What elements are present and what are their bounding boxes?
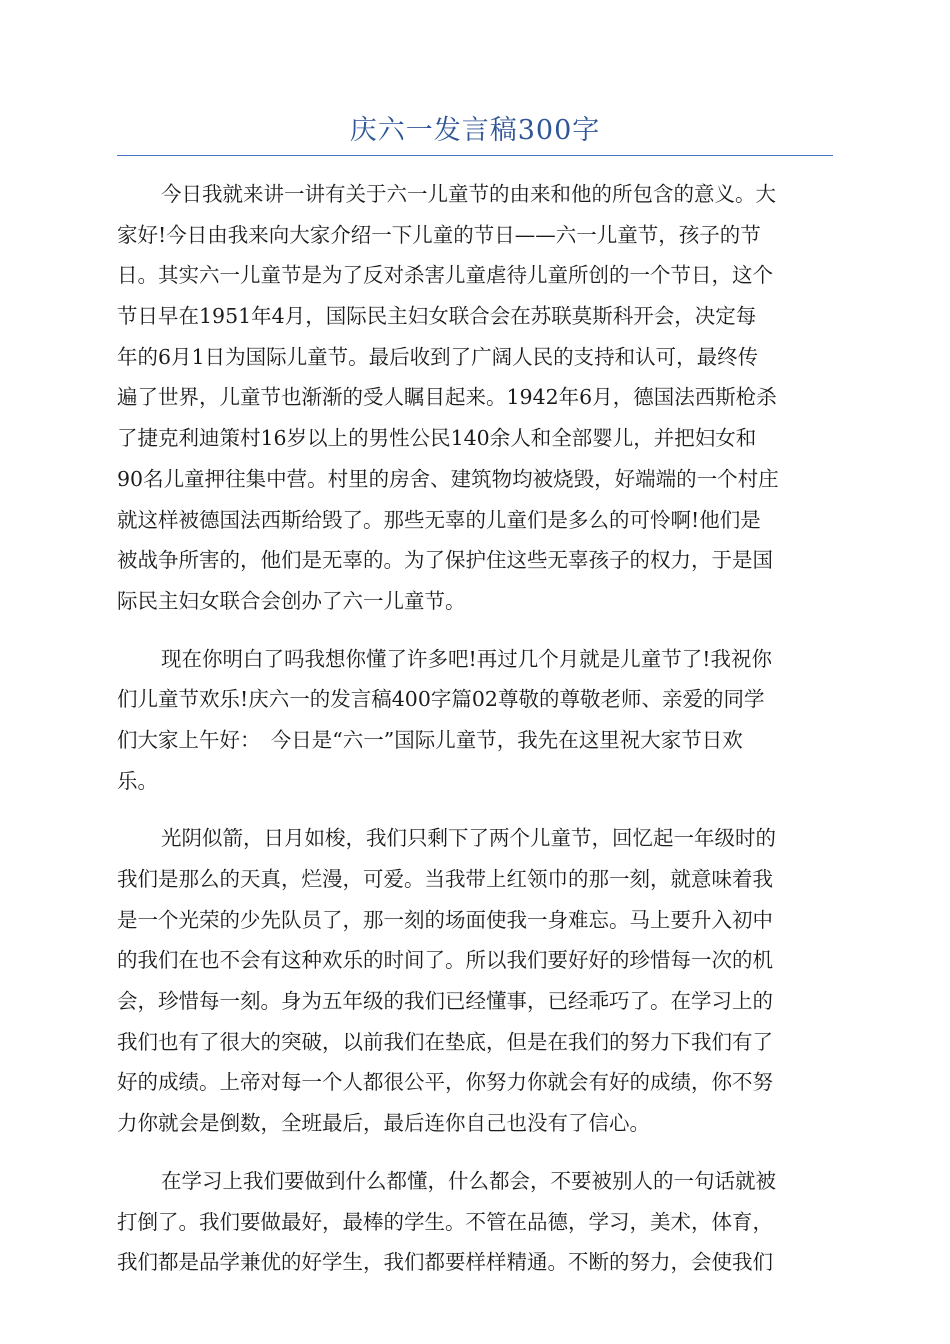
paragraph-line: 被战争所害的，他们是无辜的。为了保护住这些无辜孩子的权力，于是国 (117, 548, 773, 573)
paragraph-4 (117, 1161, 833, 1283)
title-underline (117, 155, 833, 156)
paragraph-line: 好的成绩。上帝对每一个人都很公平，你努力你就会有好的成绩，你不努 (117, 1070, 773, 1095)
paragraph-line: 家好!今日由我来向大家介绍一下儿童的节日——六一儿童节，孩子的节 (117, 222, 761, 247)
paragraph-line: 乐。 (117, 768, 158, 793)
paragraph-line: 力你就会是倒数，全班最后，最后连你自己也没有了信心。 (117, 1111, 650, 1136)
paragraph-line: 们大家上午好： 今日是“六一”国际儿童节，我先在这里祝大家节日欢 (117, 727, 743, 752)
paragraph-line: 就这样被德国法西斯给毁了。那些无辜的儿童们是多么的可怜啊!他们是 (117, 507, 761, 532)
paragraph-line: 会，珍惜每一刻。身为五年级的我们已经懂事，已经乖巧了。在学习上的 (117, 989, 773, 1014)
paragraph-line: 是一个光荣的少先队员了，那一刻的场面使我一身难忘。马上要升入初中 (117, 907, 773, 932)
paragraph-line: 日。其实六一儿童节是为了反对杀害儿童虐待儿童所创的一个节日，这个 (117, 263, 773, 288)
paragraph-line: 打倒了。我们要做最好，最棒的学生。不管在品德，学习，美术，体育， (117, 1209, 773, 1234)
paragraph-line: 在学习上我们要做到什么都懂，什么都会，不要被别人的一句话就被 (161, 1168, 776, 1193)
paragraph-3 (117, 818, 833, 1144)
paragraph-line: 际民主妇女联合会创办了六一儿童节。 (117, 588, 466, 613)
paragraph-line: 我们也有了很大的突破，以前我们在垫底，但是在我们的努力下我们有了 (117, 1029, 773, 1054)
paragraph-line: 我们是那么的天真，烂漫，可爱。当我带上红领巾的那一刻，就意味着我 (117, 867, 773, 891)
paragraph-1 (117, 174, 833, 622)
paragraph-line: 节日早在1951年4月，国际民主妇女联合会在苏联莫斯科开会，决定每 (117, 304, 757, 329)
document-title: 庆六一发言稿300字 (349, 115, 601, 146)
paragraph-line: 今日我就来讲一讲有关于六一儿童节的由来和他的所包含的意义。大 (161, 182, 776, 206)
paragraph-line: 了捷克利迪策村16岁以上的男性公民140余人和全部婴儿，并把妇女和 (117, 426, 757, 451)
paragraph-line: 我们都是品学兼优的好学生，我们都要样样精通。不断的努力，会使我们 (117, 1250, 773, 1275)
paragraph-line: 的我们在也不会有这种欢乐的时间了。所以我们要好好的珍惜每一次的机 (117, 948, 773, 973)
paragraph-line: 遍了世界，儿童节也渐渐的受人瞩目起来。1942年6月，德国法西斯枪杀 (117, 385, 777, 410)
document-body (117, 174, 833, 1300)
paragraph-2 (117, 639, 833, 802)
paragraph-line: 光阴似箭，日月如梭，我们只剩下了两个儿童节，回忆起一年级时的 (161, 826, 776, 851)
paragraph-line: 90名儿童押往集中营。村里的房舍、建筑物均被烧毁，好端端的一个村庄 (117, 466, 779, 491)
paragraph-line: 年的6月1日为国际儿童节。最后收到了广阔人民的支持和认可，最终传 (117, 344, 759, 369)
paragraph-line: 现在你明白了吗我想你懂了许多吧!再过几个月就是儿童节了!我祝你 (161, 646, 772, 671)
paragraph-line: 们儿童节欢乐!庆六一的发言稿400字篇02尊敬的尊敬老师、亲爱的同学 (117, 687, 765, 712)
